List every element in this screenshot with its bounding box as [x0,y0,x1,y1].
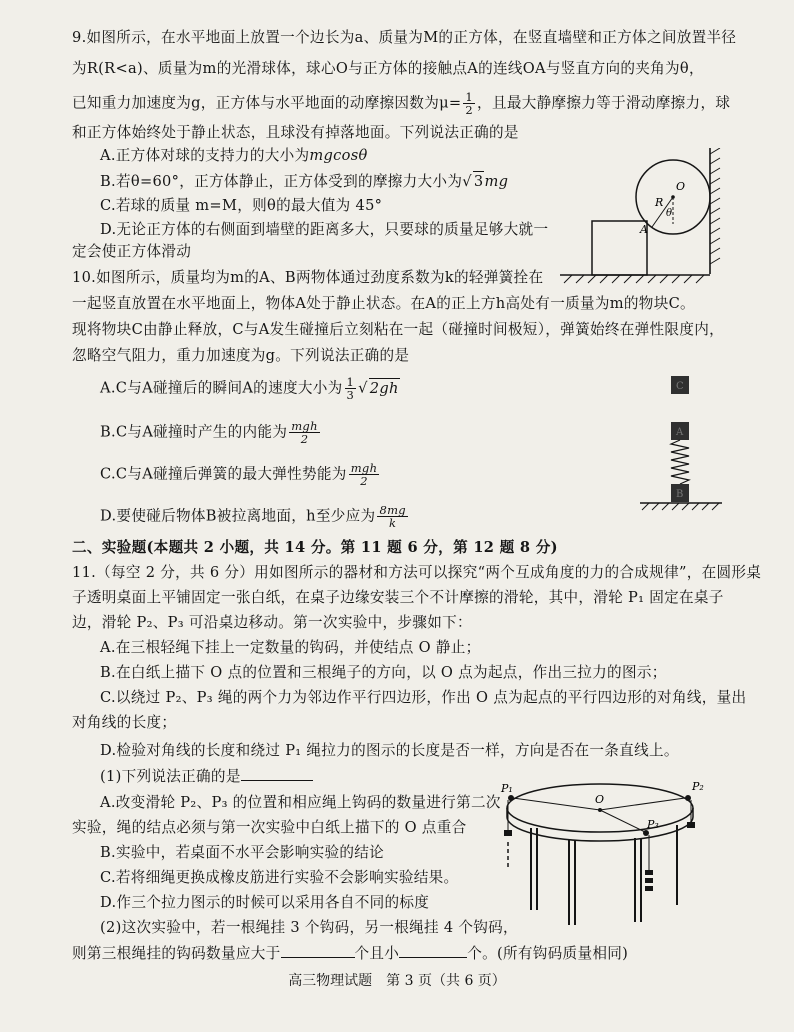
answer-blank-1[interactable] [241,766,313,781]
wall-hatch [710,148,720,264]
weight-p2 [687,822,695,828]
label-o: O [595,793,605,806]
label-p1: P₁ [501,782,513,795]
pulley-p1 [508,795,514,801]
q10-line4: 忽略空气阻力，重力加速度为g。下列说法正确的是 [72,347,410,364]
q10-line1: 10.如图所示，质量均为m的A、B两物体通过劲度系数为k的轻弹簧拴在 [72,269,544,286]
q9-option-d-1: D.无论正方体的右侧面到墙壁的距离多大，只要球的质量足够大就一 [100,221,549,238]
label-theta: θ [666,208,673,219]
svg-text:A: A [676,427,684,438]
q11-step-c-2: 对角线的长度； [72,714,177,731]
q11-sub1: (1)下列说法正确的是 [100,766,313,787]
q9-option-d-2: 定会使正方体滑动 [72,243,192,260]
weight-p1 [504,830,512,836]
q9-option-a: A.正方体对球的支持力的大小为mgcosθ [100,147,368,164]
string-p1 [513,798,600,810]
label-p3: P₃ [647,818,659,831]
q9-line4: 和正方体始终处于静止状态，且球没有掉落地面。下列说法正确的是 [72,124,519,141]
q9-figure [560,148,730,290]
q11-sub1-a-1: A.改变滑轮 P₂、P₃ 的位置和相应绳上钩码的数量进行第二次 [100,794,501,811]
q11-sub1-c: C.若将细绳更换成橡皮筋进行实验不会影响实验结果。 [100,869,459,886]
svg-text:B: B [676,489,684,500]
cube-shape [592,221,647,275]
q10-figure [630,370,730,520]
q10-option-a: A.C与A碰撞后的瞬间A的速度大小为 $\frac{1}{3}$ √ 2gh [100,375,399,402]
label-r: R [655,196,664,209]
q9-line3-text-end: ，且最大静摩擦力等于滑动摩擦力，球 [477,94,731,112]
q11-step-c-1: C.以绕过 P₂、P₃ 绳的两个力为邻边作平行四边形，作出 O 点为起点的平行四边形的对角线，量出 [100,689,747,706]
q9-option-b: B.若θ=60°，正方体静止，正方体受到的摩擦力大小为√ 3mg [100,173,509,190]
q9-line3 [72,91,730,116]
q11-step-b: B.在白纸上描下 O 点的位置和三根绳子的方向，以 O 点为起点，作出三拉力的图示； [100,664,667,681]
string-p3 [600,810,645,832]
svg-text:C: C [676,381,684,392]
q11-sub1-d: D.作三个拉力图示的时候可以采用各自不同的标度 [100,894,430,911]
q11-sub1-a-2: 实验，绳的结点必须与第一次实验中白纸上描下的 O 点重合 [72,819,467,836]
q11-step-a: A.在三根轻绳下挂上一定数量的钩码，并使结点 O 静止； [100,639,481,656]
q11-line3: 边，滑轮 P₂、P₃ 可沿桌边移动。第一次实验中，步骤如下： [72,614,472,631]
q9-line1: 9.如图所示，在水平地面上放置一个边长为a、质量为M的正方体，在竖直墙壁和正方体之间放置半径 [72,29,737,46]
q10-line2: 一起竖直放置在水平地面上，物体A处于静止状态。在A的正上方h高处有一质量为m的物块C。 [72,295,695,312]
string-p2 [600,798,685,810]
q9-line2: 为R(R<a)、质量为m的光滑球体，球心O与正方体的接触点A的连线OA与竖直方向的夹角为θ， [72,60,704,77]
answer-blank-3[interactable] [399,943,467,958]
answer-blank-2[interactable] [281,943,355,958]
q11-sub2-1: (2)这次实验中，若一根绳挂 3 个钩码，另一根绳挂 4 个钩码， [100,919,518,936]
q11-line2: 子透明桌面上平铺固定一张白纸，在桌子边缘安装三个不计摩擦的滑轮，其中，滑轮 P₁ 固定在桌子 [72,589,724,606]
q11-figure [495,770,720,930]
weight-p3-2 [645,878,653,883]
q11-step-d: D.检验对角线的长度和绕过 P₁ 绳拉力的图示的长度是否一样，方向是否在一条直线上。 [100,742,679,759]
spring-shape [671,440,689,484]
knot-o [598,808,602,812]
table-legs [531,825,677,925]
q10-option-d: D.要使碰后物体B被拉离地面，h至少应为 $\frac{8mg}{k}$ [100,503,406,530]
label-a: A [640,223,648,236]
center-dot [671,195,675,199]
q9-line3-text: 已知重力加速度为g，正方体与水平地面的动摩擦因数为μ= [72,94,462,112]
q10-option-b: B.C与A碰撞时产生的内能为 $\frac{\text{mgh}}{2}$ [100,419,318,446]
label-p2: P₂ [692,780,704,793]
q9-option-c: C.若球的质量 m=M，则θ的最大值为 45° [100,197,383,214]
q11-sub1-b: B.实验中，若桌面不水平会影响实验的结论 [100,844,385,861]
weight-p3-3 [645,886,653,891]
q11-line1: 11.（每空 2 分，共 6 分）用如图所示的器材和方法可以探究“两个互成角度的力的合成规律”，在圆形桌 [72,564,762,581]
q11-sub2-2: 则第三根绳挂的钩码数量应大于 个且小 个。(所有钩码质量相同) [72,945,629,962]
page-footer: 高三物理试题 第 3 页（共 6 页） [288,973,506,989]
section-2-heading: 二、实验题(本题共 2 小题，共 14 分。第 11 题 6 分，第 12 题 8 分) [72,539,558,556]
weight-p3-1 [645,870,653,875]
q10-option-c: C.C与A碰撞后弹簧的最大弹性势能为 $\frac{\text{mgh}}{2}$ [100,461,378,488]
mu-fraction: $\frac{1}{2}$ [465,90,474,117]
pulley-p2 [685,795,691,801]
label-o: O [676,180,686,193]
ground-hatch [564,275,704,283]
q10-line3: 现将物块C由静止释放，C与A发生碰撞后立刻粘在一起（碰撞时间极短），弹簧始终在弹性限度内， [72,321,725,338]
